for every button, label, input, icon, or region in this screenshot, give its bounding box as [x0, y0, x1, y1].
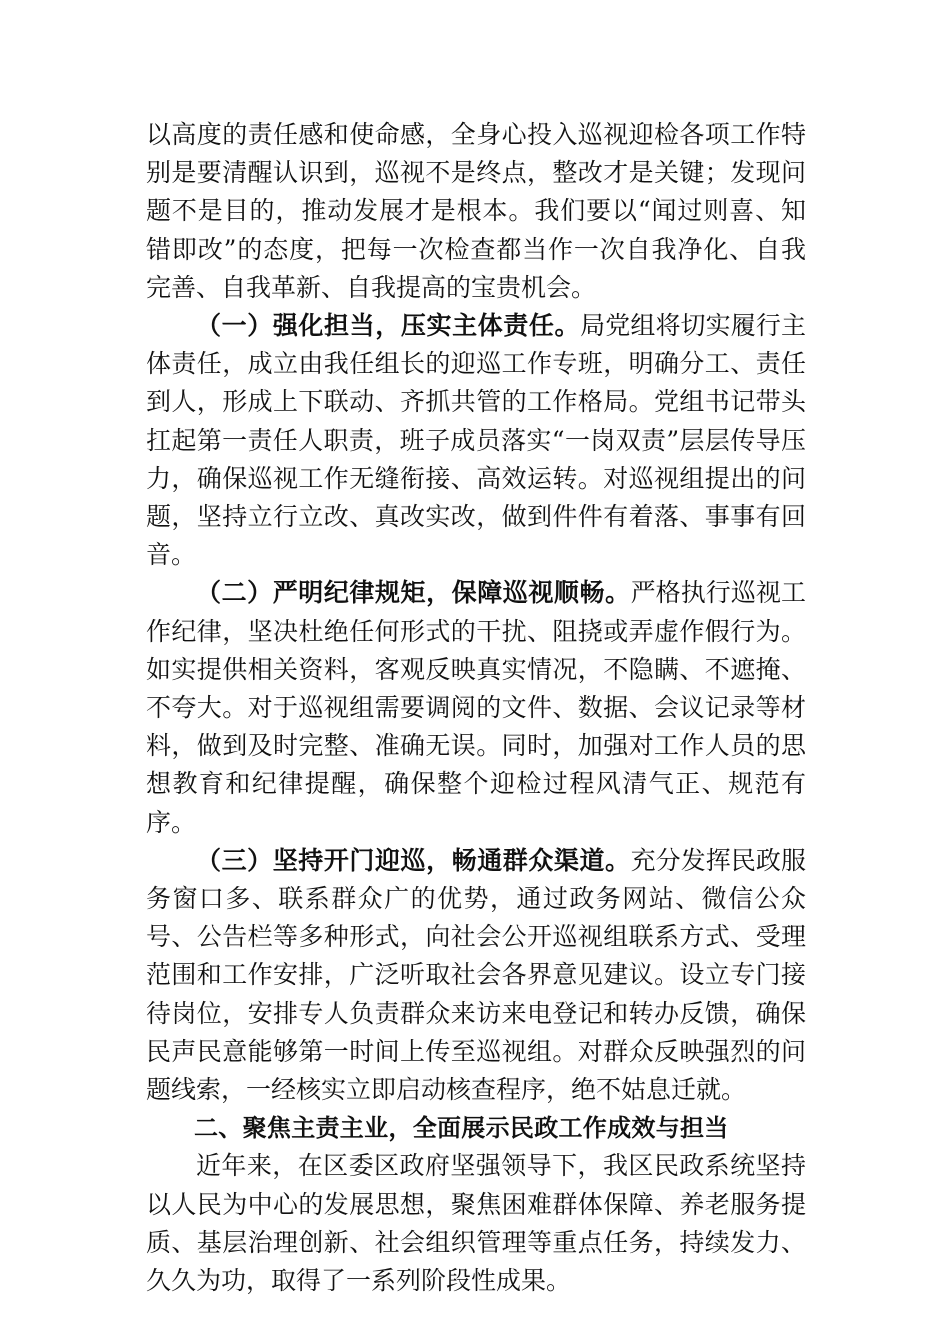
point-three-paragraph	[146, 842, 806, 1109]
point-three-lead: （三）坚持开门迎巡，畅通群众渠道。	[196, 845, 631, 875]
document-body	[146, 116, 806, 1300]
point-two-text: 严格执行巡视工作纪律，坚决杜绝任何形式的干扰、阻挠或弄虚作假行为。如实提供相关资料，客观反映真实情况，不隐瞒、不遮掩、不夸大。对于巡视组需要调阅的文件、数据、会议记录等材料，做到及时完整、准确无误。同时，加强对工作人员的思想教育和纪律提醒，确保整个迎检过程风清气正、规范有序。	[146, 578, 806, 837]
point-one-text: 局党组将切实履行主体责任，成立由我任组长的迎巡工作专班，明确分工、责任到人，形成上下联动、齐抓共管的工作格局。党组书记带头扛起第一责任人职责，班子成员落实“一岗双责”层层传导压力，确保巡视工作无缝衔接、高效运转。对巡视组提出的问题，坚持立行立改、真改实改，做到件件有着落、事事有回音。	[146, 311, 806, 570]
point-three-text: 充分发挥民政服务窗口多、联系群众广的优势，通过政务网站、微信公众号、公告栏等多种形式，向社会公开巡视组联系方式、受理范围和工作安排，广泛听取社会各界意见建议。设立专门接待岗位，安排专人负责群众来访来电登记和转办反馈，确保民声民意能够第一时间上传至巡视组。对群众反映强烈的问题线索，一经核实立即启动核查程序，绝不姑息迁就。	[146, 845, 806, 1105]
point-one-paragraph	[146, 307, 806, 574]
closing-paragraph-text: 近年来，在区委区政府坚强领导下，我区民政系统坚持以人民为中心的发展思想，聚焦困难群体保障、养老服务提质、基层治理创新、社会组织管理等重点任务，持续发力、久久为功，取得了一系列阶段性成果。	[146, 1151, 806, 1296]
point-two-paragraph	[146, 574, 806, 841]
point-one-lead: （一）强化担当，压实主体责任。	[196, 311, 581, 341]
closing-paragraph	[146, 1147, 806, 1300]
section-heading: 二、聚焦主责主业，全面展示民政工作成效与担当	[194, 1114, 729, 1143]
intro-paragraph-text: 以高度的责任感和使命感，全身心投入巡视迎检各项工作特别是要清醒认识到，巡视不是终点，整改才是关键；发现问题不是目的，推动发展才是根本。我们要以“闻过则喜、知错即改”的态度，把每一次检查都当作一次自我净化、自我完善、自我革新、自我提高的宝贵机会。	[146, 120, 806, 302]
point-two-lead: （二）严明纪律规矩，保障巡视顺畅。	[196, 578, 631, 608]
intro-paragraph	[146, 116, 806, 307]
